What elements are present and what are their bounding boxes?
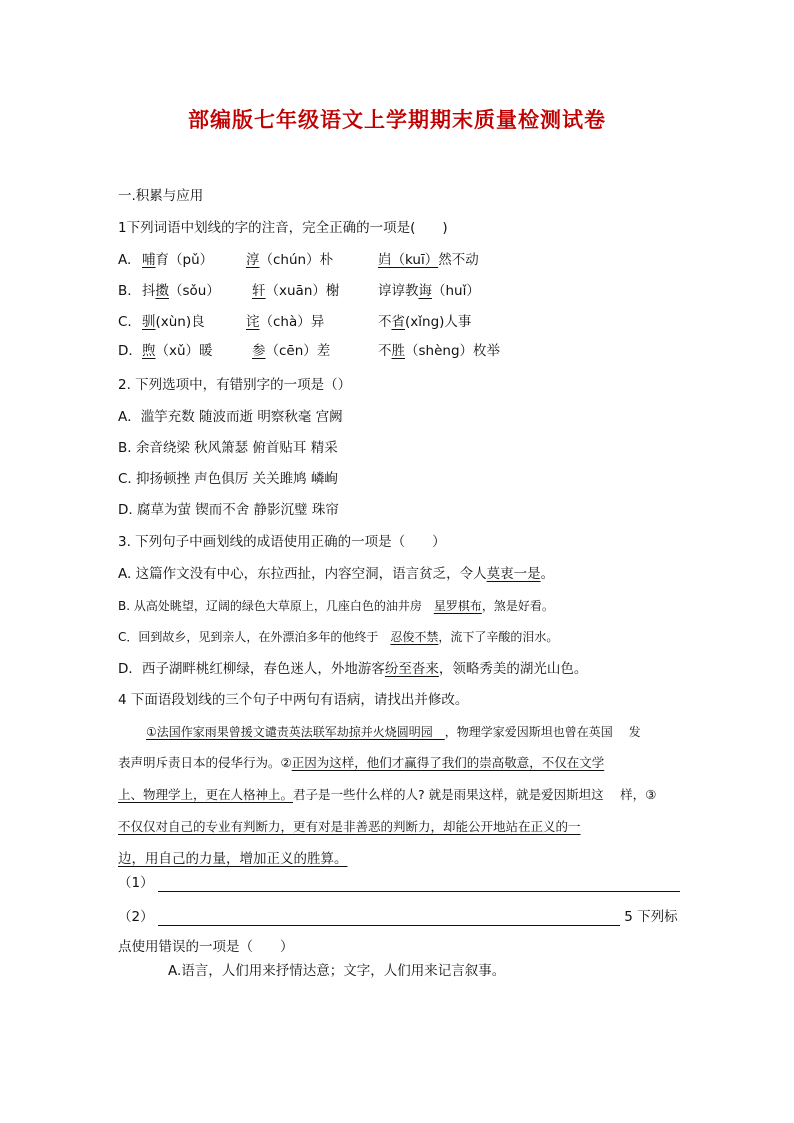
q4-paragraph-line-1: ①法国作家雨果曾援文谴责英法联军劫掠并火烧圆明园 ，物理学家爱因斯坦也曾在英国 发 (146, 725, 641, 739)
answer-label-1: （1） (118, 875, 154, 891)
answer-label-2: （2） (118, 909, 154, 925)
q1-option-a: A. 哺育（pǔ） 淳（chún）朴 岿（kuī）然不动 (118, 252, 479, 268)
answer-blank-1[interactable] (158, 877, 680, 892)
q2-option-d: D. 腐草为萤 锲而不舍 静影沉璧 珠帘 (118, 502, 339, 518)
q2-stem: 2. 下列选项中，有错别字的一项是（） (118, 377, 352, 393)
q1-option-d: D. 煦（xǔ）暖 参（cēn）差 不胜（shèng）枚举 (118, 343, 501, 359)
section-heading: 一.积累与应用 (118, 188, 204, 204)
answer-line-2 (118, 908, 678, 926)
q1-option-b: B. 抖擞（sǒu） 轩（xuān）榭 谆谆教诲（huǐ） (118, 283, 480, 299)
page-title: 部编版七年级语文上学期期末质量检测试卷 (188, 108, 606, 132)
option-label: A. (118, 252, 132, 268)
option-label: B. (118, 283, 132, 299)
q3-option-b: B. 从高处眺望，辽阔的绿色大草原上，几座白色的油井房 星罗棋布，煞是好看。 (118, 599, 554, 613)
q4-paragraph-line-5: 边，用自己的力量，增加正义的胜算。 (118, 851, 348, 867)
q3-option-d: D．西子湖畔桃红柳绿，春色迷人，外地游客纷至沓来，领略秀美的湖光山色。 (118, 661, 588, 677)
q4-paragraph-line-3: 上、物理学上，更在人格神上。君子是一些什么样的人? 就是雨果这样，就是爱因斯坦这 样，③ (118, 787, 657, 802)
q3-option-c: C．回到故乡，见到亲人，在外漂泊多年的他终于 忍俊不禁，流下了辛酸的泪水。 (118, 630, 559, 644)
q5-stem: 点使用错误的一项是（ ） (118, 939, 294, 955)
option-label: C. (118, 314, 132, 330)
q5-stem-start: 5 下列标 (624, 909, 678, 925)
q4-paragraph-line-2: 表声明斥责日本的侵华行为。②正因为这样，他们才赢得了我们的崇高敬意，不仅在文学 (118, 755, 605, 770)
q1-option-c: C. 驯(xùn)良 诧（chà）异 不省(xǐng)人事 (118, 314, 472, 330)
q4-paragraph-line-4: 不仅仅对自己的专业有判断力，更有对是非善恶的判断力，却能公开地站在正义的一 (118, 819, 581, 834)
answer-blank-2[interactable] (158, 911, 620, 926)
q4-stem: 4 下面语段划线的三个句子中两句有语病，请找出并修改。 (118, 692, 469, 708)
q2-option-a: A．滥竽充数 随波而逝 明察秋毫 宫阙 (118, 409, 343, 425)
q5-option-a: A.语言，人们用来抒情达意；文字，人们用来记言叙事。 (168, 963, 506, 979)
q1-stem: 1下列词语中划线的字的注音，完全正确的一项是( ) (118, 220, 448, 236)
q2-option-b: B. 余音绕梁 秋风箫瑟 俯首贴耳 精采 (118, 440, 338, 456)
q3-option-a: A. 这篇作文没有中心，东拉西扯，内容空洞，语言贫乏，令人莫衷一是。 (118, 566, 555, 582)
answer-line-1 (118, 874, 680, 892)
option-label: D. (118, 343, 133, 359)
q3-stem: 3. 下列句子中画划线的成语使用正确的一项是（ ） (118, 534, 446, 550)
q2-option-c: C. 抑扬顿挫 声色俱厉 关关雎鸠 嶙峋 (118, 471, 338, 487)
